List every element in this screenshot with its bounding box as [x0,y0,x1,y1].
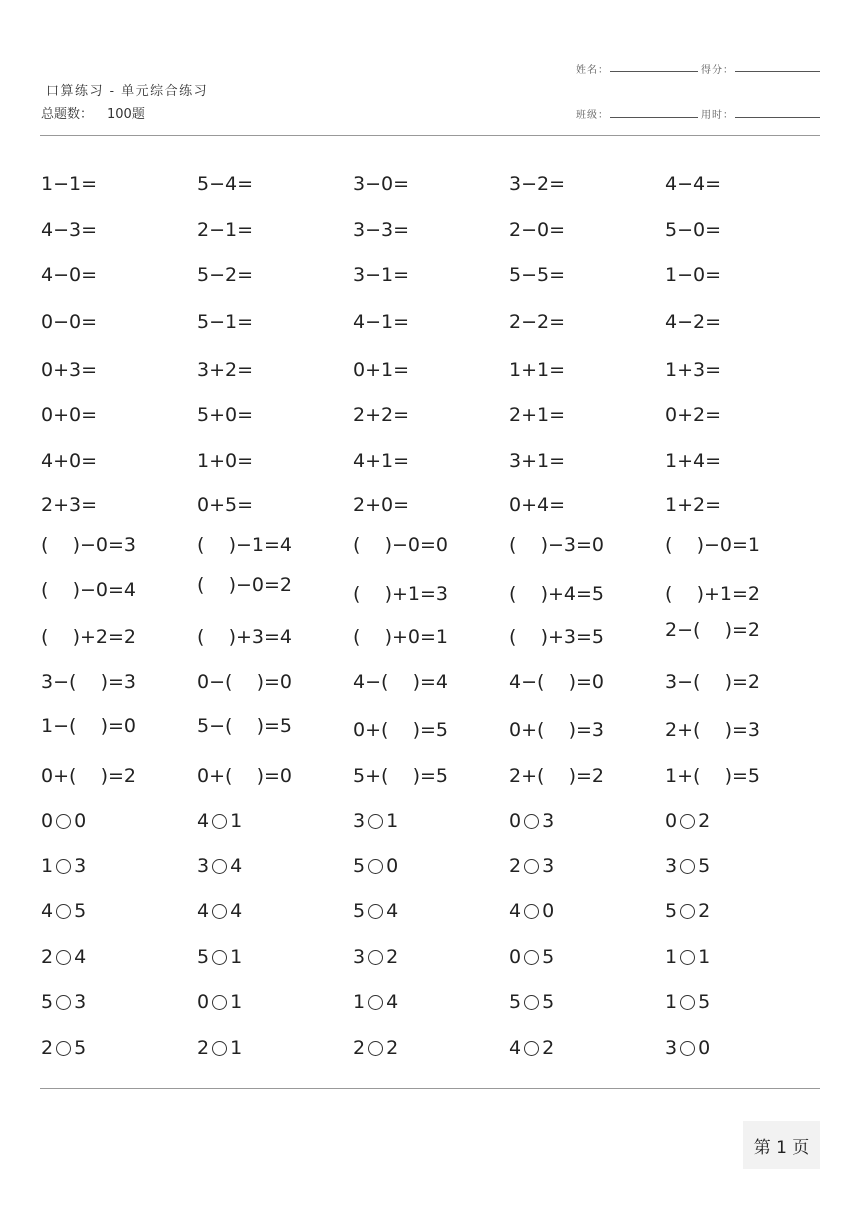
arithmetic-problem: ( )+3=5 [509,626,604,648]
arithmetic-problem: 5−4= [197,173,254,195]
compare-circle-blank [680,1041,695,1056]
arithmetic-problem: 5−0= [665,219,722,241]
compare-right-number: 1 [230,946,243,968]
compare-left-number: 4 [197,900,210,922]
arithmetic-problem: 5−1= [197,311,254,333]
compare-circle-blank [680,904,695,919]
total-count-label: 总题数： [41,107,94,122]
compare-circle-blank [368,995,383,1010]
time-label: 用时： [701,110,734,121]
compare-left-number: 3 [197,855,210,877]
compare-circle-blank [368,904,383,919]
compare-problem [41,993,86,1012]
compare-problem [509,857,554,876]
arithmetic-problem: ( )−1=4 [197,534,292,556]
arithmetic-problem: ( )+3=4 [197,626,292,648]
compare-right-number: 0 [698,1037,711,1059]
compare-left-number: 1 [665,946,678,968]
arithmetic-problem: ( )+2=2 [41,626,136,648]
compare-left-number: 2 [41,1037,54,1059]
compare-circle-blank [368,859,383,874]
arithmetic-problem: 4−4= [665,173,722,195]
arithmetic-problem: 4−2= [665,311,722,333]
compare-left-number: 5 [353,900,366,922]
compare-circle-blank [212,995,227,1010]
compare-right-number: 1 [230,810,243,832]
compare-problem [197,857,242,876]
compare-right-number: 1 [230,1037,243,1059]
compare-problem [509,902,554,921]
arithmetic-problem: 0+0= [41,404,98,426]
compare-right-number: 4 [386,900,399,922]
worksheet-title: 口算练习 - 单元综合练习 [46,84,209,99]
arithmetic-problem: 5−5= [509,264,566,286]
arithmetic-problem: 0+( )=3 [509,719,604,741]
compare-problem [41,902,86,921]
arithmetic-problem: ( )−0=1 [665,534,760,556]
arithmetic-problem: 2+3= [41,494,98,516]
compare-right-number: 5 [698,991,711,1013]
score-field [701,61,734,76]
compare-circle-blank [368,814,383,829]
compare-left-number: 0 [665,810,678,832]
arithmetic-problem: 4−( )=4 [353,671,448,693]
arithmetic-problem: 4−( )=0 [509,671,604,693]
arithmetic-problem: 0+3= [41,359,98,381]
compare-problem [41,857,86,876]
compare-left-number: 1 [665,991,678,1013]
arithmetic-problem: ( )−0=3 [41,534,136,556]
compare-left-number: 0 [509,810,522,832]
compare-right-number: 1 [698,946,711,968]
compare-circle-blank [524,995,539,1010]
arithmetic-problem: ( )−0=4 [41,579,136,601]
compare-left-number: 4 [41,900,54,922]
compare-left-number: 5 [41,991,54,1013]
name-blank-line [610,71,698,72]
compare-circle-blank [56,1041,71,1056]
arithmetic-problem: 0+( )=5 [353,719,448,741]
compare-circle-blank [212,1041,227,1056]
compare-problem [353,857,398,876]
header-divider [40,135,820,136]
compare-problem [353,1039,398,1058]
arithmetic-problem: 1−( )=0 [41,715,136,737]
compare-left-number: 3 [665,855,678,877]
compare-problem [41,1039,86,1058]
compare-problem [353,812,398,831]
compare-left-number: 2 [509,855,522,877]
arithmetic-problem: ( )+4=5 [509,583,604,605]
arithmetic-problem: 3−( )=2 [665,671,760,693]
arithmetic-problem: 2+1= [509,404,566,426]
compare-right-number: 2 [698,810,711,832]
name-label: 姓名： [576,65,609,76]
arithmetic-problem: 1+0= [197,450,254,472]
compare-problem [665,857,710,876]
compare-left-number: 1 [41,855,54,877]
compare-right-number: 3 [74,855,87,877]
compare-problem [665,948,710,967]
compare-left-number: 0 [197,991,210,1013]
arithmetic-problem: 5+( )=5 [353,765,448,787]
arithmetic-problem: ( )−0=2 [197,574,292,596]
compare-circle-blank [212,904,227,919]
arithmetic-problem: 3−0= [353,173,410,195]
compare-right-number: 2 [386,946,399,968]
compare-problem [665,812,710,831]
compare-right-number: 4 [230,855,243,877]
arithmetic-problem: 4+1= [353,450,410,472]
compare-left-number: 4 [197,810,210,832]
compare-problem [665,993,710,1012]
compare-right-number: 0 [386,855,399,877]
arithmetic-problem: 1−1= [41,173,98,195]
arithmetic-problem: 2+( )=2 [509,765,604,787]
arithmetic-problem: ( )+1=3 [353,583,448,605]
footer-divider [40,1088,820,1089]
compare-left-number: 5 [353,855,366,877]
compare-circle-blank [368,1041,383,1056]
compare-circle-blank [680,950,695,965]
compare-right-number: 3 [74,991,87,1013]
score-label: 得分： [701,65,734,76]
arithmetic-problem: 3+1= [509,450,566,472]
compare-right-number: 0 [542,900,555,922]
compare-problem [509,1039,554,1058]
compare-right-number: 1 [386,810,399,832]
compare-problem [353,902,398,921]
arithmetic-problem: 4+0= [41,450,98,472]
compare-circle-blank [56,859,71,874]
total-count-value: 100题 [107,107,145,122]
compare-circle-blank [680,859,695,874]
arithmetic-problem: 3−2= [509,173,566,195]
compare-circle-blank [212,814,227,829]
arithmetic-problem: 2−0= [509,219,566,241]
arithmetic-problem: 1−0= [665,264,722,286]
arithmetic-problem: 3+2= [197,359,254,381]
arithmetic-problem: 2−( )=2 [665,619,760,641]
compare-right-number: 1 [230,991,243,1013]
arithmetic-problem: 0+5= [197,494,254,516]
arithmetic-problem: 1+( )=5 [665,765,760,787]
compare-left-number: 3 [665,1037,678,1059]
compare-right-number: 4 [74,946,87,968]
compare-problem [509,948,554,967]
compare-problem [197,812,242,831]
arithmetic-problem: 0+( )=0 [197,765,292,787]
arithmetic-problem: 5−( )=5 [197,715,292,737]
compare-left-number: 2 [353,1037,366,1059]
compare-right-number: 5 [74,1037,87,1059]
arithmetic-problem: 0+( )=2 [41,765,136,787]
compare-left-number: 5 [197,946,210,968]
compare-circle-blank [524,950,539,965]
arithmetic-problem: 0+2= [665,404,722,426]
class-blank-line [610,117,698,118]
compare-problem [509,812,554,831]
compare-problem [353,993,398,1012]
compare-right-number: 5 [542,991,555,1013]
compare-right-number: 4 [386,991,399,1013]
arithmetic-problem: 3−1= [353,264,410,286]
compare-left-number: 2 [197,1037,210,1059]
time-blank-line [735,117,820,118]
compare-circle-blank [524,814,539,829]
compare-right-number: 2 [386,1037,399,1059]
arithmetic-problem: ( )−3=0 [509,534,604,556]
arithmetic-problem: 3−3= [353,219,410,241]
compare-circle-blank [680,995,695,1010]
compare-problem [665,902,710,921]
compare-problem [197,1039,242,1058]
class-label: 班级： [576,110,609,121]
compare-left-number: 3 [353,946,366,968]
arithmetic-problem: 4−0= [41,264,98,286]
arithmetic-problem: 5−2= [197,264,254,286]
compare-left-number: 1 [353,991,366,1013]
compare-problem [197,902,242,921]
arithmetic-problem: 0−0= [41,311,98,333]
compare-circle-blank [524,1041,539,1056]
compare-problem [353,948,398,967]
compare-circle-blank [368,950,383,965]
arithmetic-problem: 4−1= [353,311,410,333]
arithmetic-problem: 1+2= [665,494,722,516]
compare-problem [509,993,554,1012]
compare-circle-blank [524,859,539,874]
class-field [576,106,609,121]
name-field [576,61,609,76]
compare-right-number: 4 [230,900,243,922]
arithmetic-problem: ( )+0=1 [353,626,448,648]
compare-problem [41,812,86,831]
total-count [41,103,145,122]
arithmetic-problem: 3−( )=3 [41,671,136,693]
compare-circle-blank [56,950,71,965]
compare-left-number: 5 [509,991,522,1013]
compare-circle-blank [56,814,71,829]
compare-left-number: 5 [665,900,678,922]
compare-problem [41,948,86,967]
arithmetic-problem: 4−3= [41,219,98,241]
compare-right-number: 3 [542,855,555,877]
compare-right-number: 5 [698,855,711,877]
arithmetic-problem: 0−( )=0 [197,671,292,693]
compare-circle-blank [212,950,227,965]
arithmetic-problem: 2+2= [353,404,410,426]
score-blank-line [735,71,820,72]
arithmetic-problem: 0+4= [509,494,566,516]
compare-left-number: 0 [509,946,522,968]
compare-left-number: 4 [509,900,522,922]
compare-circle-blank [524,904,539,919]
compare-circle-blank [680,814,695,829]
time-field [701,106,734,121]
arithmetic-problem: 2+0= [353,494,410,516]
arithmetic-problem: 5+0= [197,404,254,426]
compare-left-number: 2 [41,946,54,968]
compare-circle-blank [56,995,71,1010]
compare-right-number: 2 [542,1037,555,1059]
arithmetic-problem: ( )−0=0 [353,534,448,556]
arithmetic-problem: 2−1= [197,219,254,241]
compare-left-number: 0 [41,810,54,832]
compare-right-number: 0 [74,810,87,832]
arithmetic-problem: 1+3= [665,359,722,381]
compare-left-number: 3 [353,810,366,832]
compare-right-number: 3 [542,810,555,832]
arithmetic-problem: 2−2= [509,311,566,333]
arithmetic-problem: 0+1= [353,359,410,381]
compare-problem [197,948,242,967]
compare-problem [197,993,242,1012]
compare-circle-blank [212,859,227,874]
compare-right-number: 2 [698,900,711,922]
compare-problem [665,1039,710,1058]
arithmetic-problem: 1+1= [509,359,566,381]
compare-right-number: 5 [542,946,555,968]
compare-left-number: 4 [509,1037,522,1059]
arithmetic-problem: ( )+1=2 [665,583,760,605]
arithmetic-problem: 2+( )=3 [665,719,760,741]
compare-right-number: 5 [74,900,87,922]
page-number: 第 1 页 [743,1121,820,1169]
compare-circle-blank [56,904,71,919]
arithmetic-problem: 1+4= [665,450,722,472]
